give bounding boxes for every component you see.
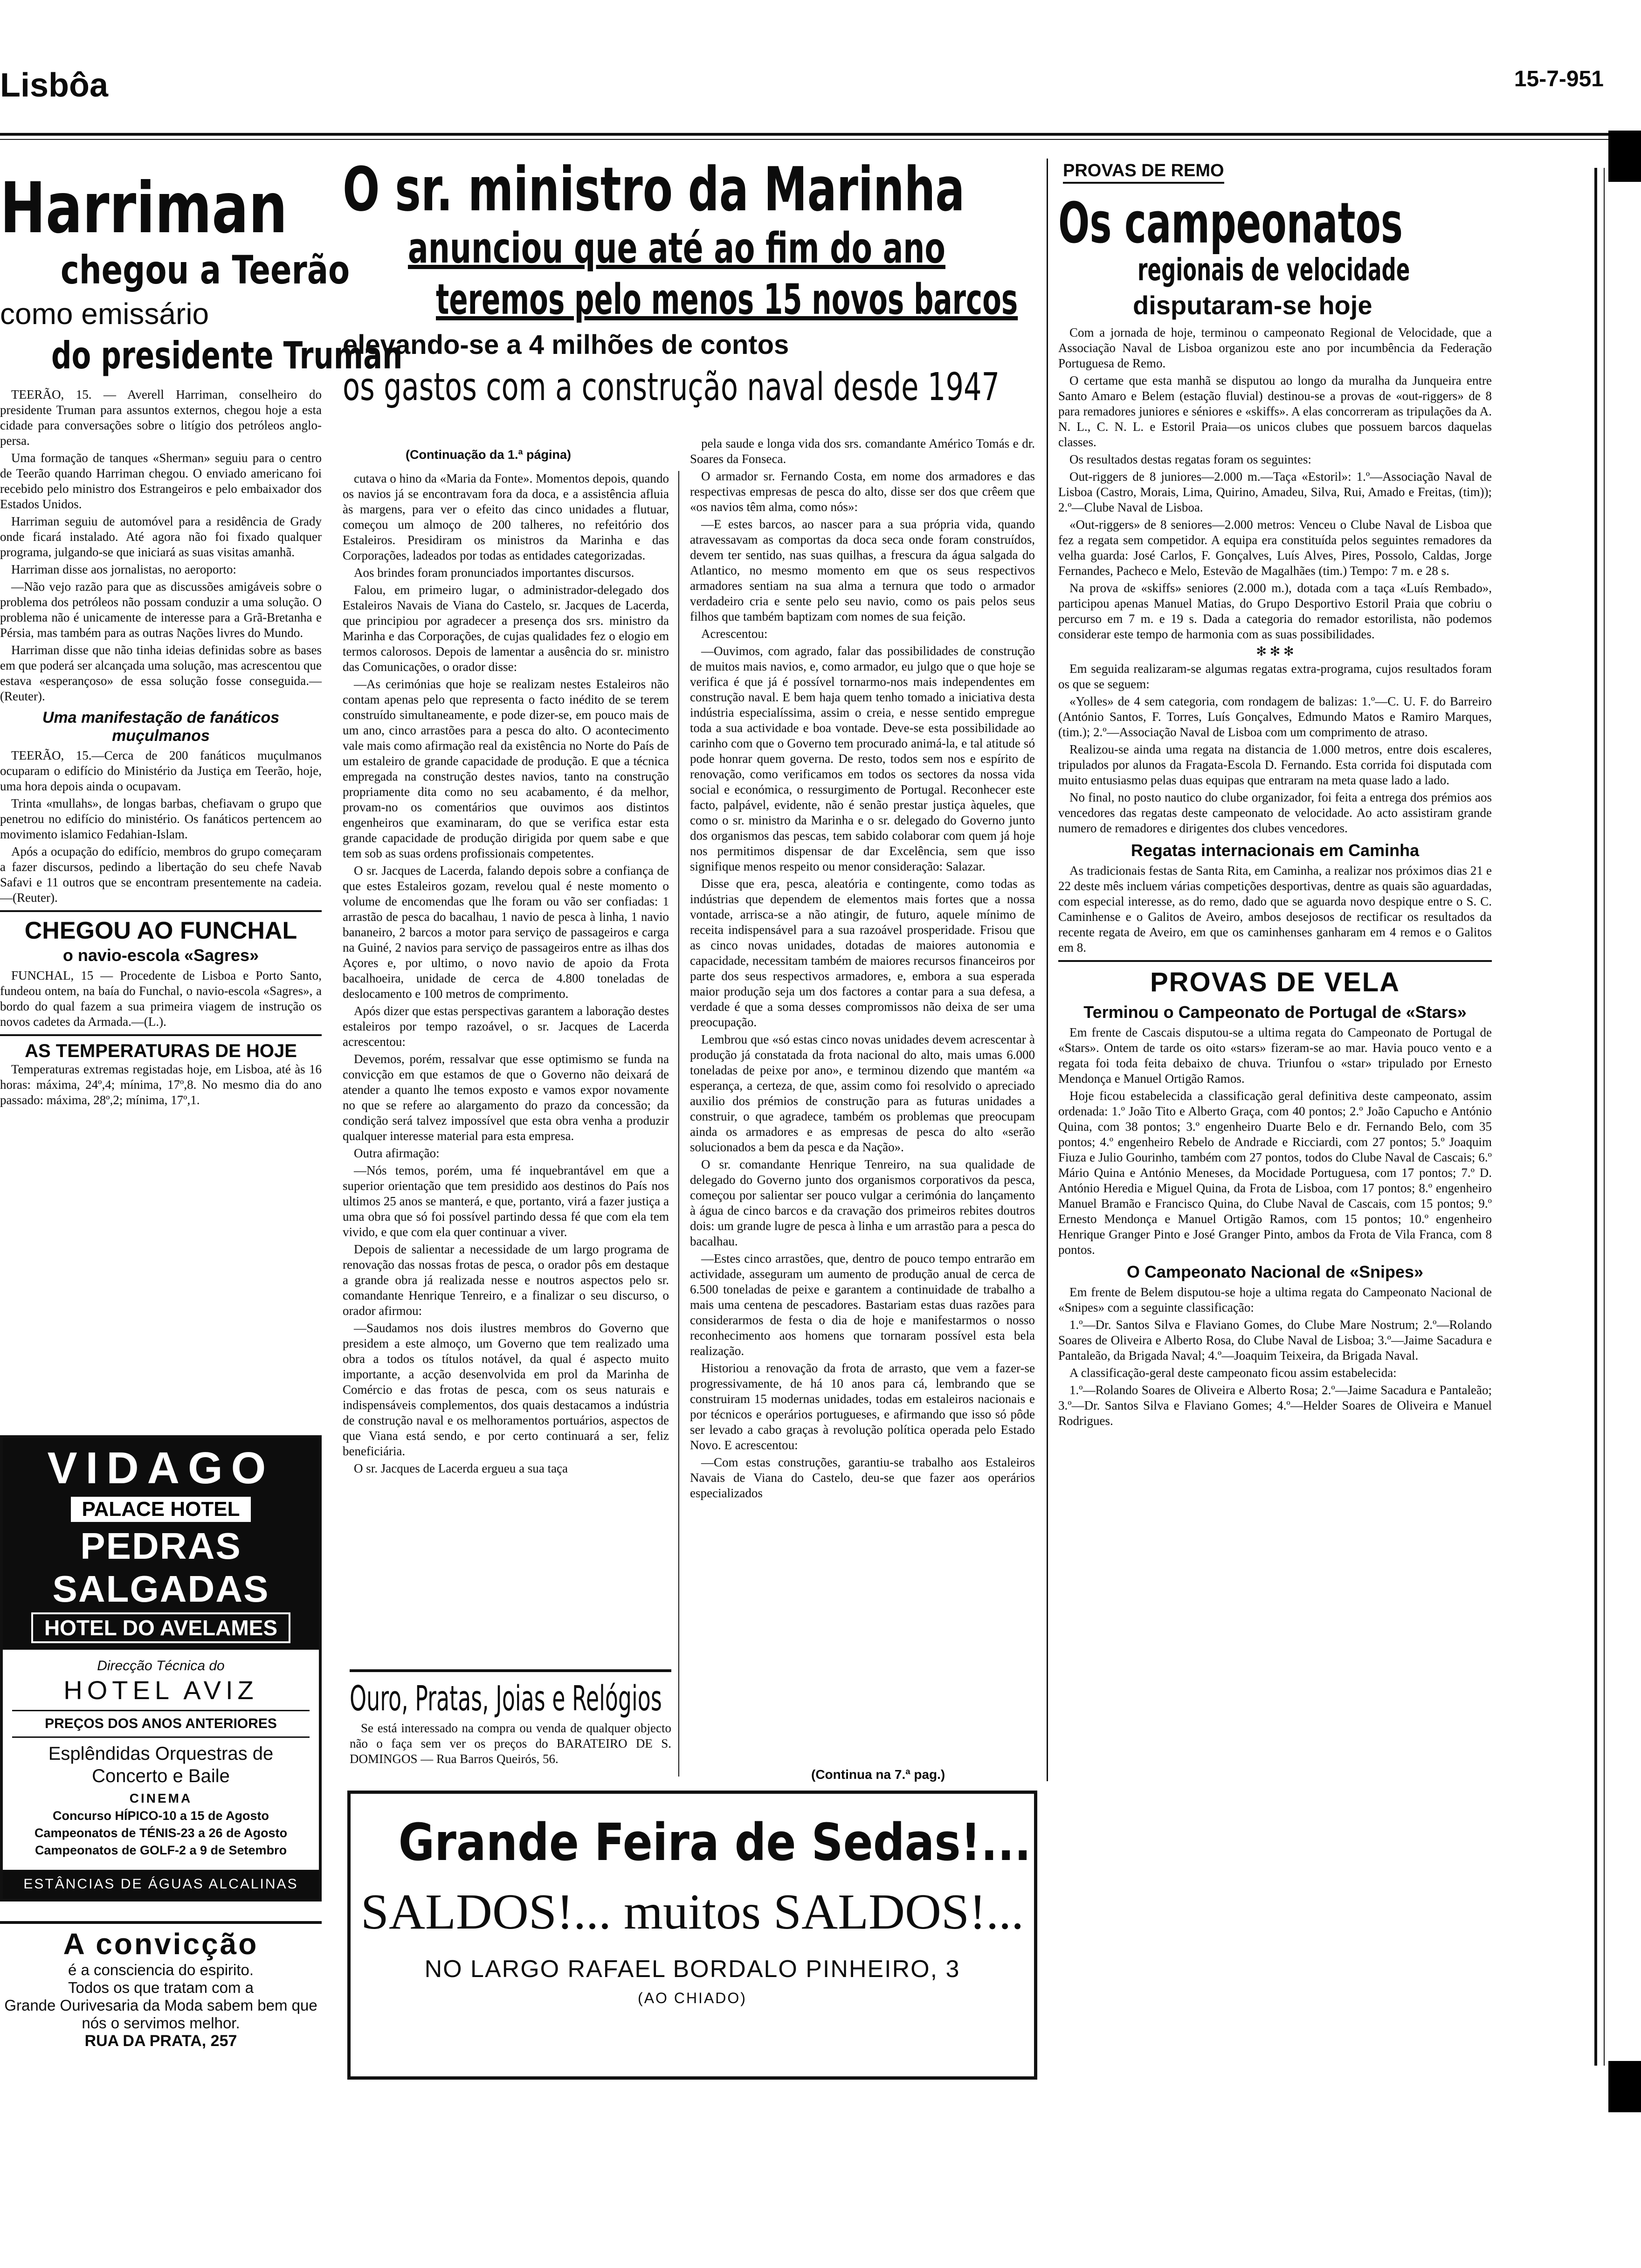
ad-conviccao-address: RUA DA PRATA, 257 bbox=[84, 2032, 237, 2050]
article-remo bbox=[1058, 325, 1492, 836]
subheading-fanaticos: Uma manifestação de fanáticos muçulmanos bbox=[42, 709, 280, 745]
paragraph: O certame que esta manhã se disputou ao longo da muralha da Junqueira entre Santo Amaro e Belem (estação fluvial) destinou-se a provas de «out-riggers» de 8 para remadores juniores e séniores e «skiffs». A elas concorreram as tripulações da A. N. L., C. N. L. e Estoril Praia—os unicos clubes que possuem barcos daquelas classes. bbox=[1058, 373, 1492, 449]
paragraph: pela saude e longa vida dos srs. comandante Américo Tomás e dr. Soares da Fonseca. bbox=[690, 436, 1035, 466]
paragraph: O sr. Jacques de Lacerda, falando depois sobre a confiança de que estes Estaleiros gozam, revelou qual é neste momento o volume de encomendas que lhe foram ou vão ser confiadas: 1 arrastão de pesca do bacalhau, 1 navio de pesca à linha, 1 navio bananeiro, 2 barcos a motor para serviço de passageiros e carga na Guiné, 2 navios para serviço de passageiros entre as ilhas dos Açores e, por ultimo, o novo navio de apoio da Frota bacalhoeira, unidade de cerca de 4.800 toneladas de deslocamento e 100 metros de comprimento. bbox=[343, 864, 669, 1001]
ad-vidago-cinema: CINEMA bbox=[129, 1791, 193, 1805]
ad-vidago-palace: PALACE HOTEL bbox=[71, 1497, 251, 1522]
paragraph: Em frente de Cascais disputou-se a ultima regata do Campeonato de Portugal de «Stars». Ontem de tarde os oito «stars» fizeram-se ao mar. Havia pouco vento e a regata foi toda feita debaixo de chuva. Triunfou o «star» tripulado por Ernesto Mendonça e Manuel Ortigão Ramos. bbox=[1058, 1025, 1492, 1086]
paragraph: Out-riggers de 8 juniores—2.000 m.—Taça «Estoril»: 1.º—Associação Naval de Lisboa (Castro, Morais, Lima, Quirino, Amadeu, Silva, Rui, Amado e Freitas, (tim)); 2.º—Clube Naval de Lisboa. bbox=[1058, 470, 1492, 514]
subheading-stars: Terminou o Campeonato de Portugal de «Stars» bbox=[1083, 1003, 1467, 1022]
headline-presidente: do presidente Truman bbox=[51, 334, 403, 377]
ad-vidago-footer: ESTÂNCIAS DE ÁGUAS ALCALINAS bbox=[3, 1870, 319, 1899]
headline-regionais: regionais de velocidade bbox=[1138, 252, 1410, 288]
headline-gastos: os gastos com a construção naval desde 1947 bbox=[343, 365, 1000, 409]
continuation-label: (Continuação da 1.ª página) bbox=[406, 448, 572, 462]
ad-ouro-text: Se está interessado na compra ou venda de qualquer objecto não o faça sem ver os preços do BARATEIRO DE S. DOMINGOS — Rua Barros Queirós, 56. bbox=[350, 1721, 671, 1766]
section-stars: ✻ ✻ ✻ bbox=[1256, 644, 1294, 658]
ad-vidago-header bbox=[3, 1438, 319, 1650]
paragraph: «Yolles» de 4 sem categoria, com rondagem de balizas: 1.º—C. U. F. do Barreiro (António Santos, F. Torres, Luís Gonçalves, Edmundo Matos e Ramiro Marques, (tim.); 2.º—Associação Naval de Lisboa com um comprimento de atraso. bbox=[1058, 694, 1492, 739]
ad-vidago-aviz: HOTEL AVIZ bbox=[63, 1675, 258, 1705]
paragraph: —Estes cinco arrastões, que, dentro de pouco tempo entrarão em actividade, asseguram um aumento de produção anual de cerca de 6.500 toneladas de peixe e garantem a continuidade de trabalho a mais uma centena de pescadores. Bastariam estas duas razões para considerarmos de festa o dia de hoje e manifestarmos o nosso reconhecimento aos homens que tornaram possível esta bela realização. bbox=[690, 1252, 1035, 1358]
ad-vidago-direccao: Direcção Técnica do bbox=[97, 1658, 225, 1673]
paragraph: Historiou a renovação da frota de arrasto, que vem a fazer-se progressivamente, de há 10 anos para cá, lembrando que se construiram 15 modernas unidades, todas em estaleiros nacionais e por técnicos e operários portugueses, e afirmando que isso só pôde ser levado a cabo graças à revolução política operada pelo Estado Novo. E acrescentou: bbox=[690, 1361, 1035, 1452]
subheading-snipes: O Campeonato Nacional de «Snipes» bbox=[1126, 1262, 1424, 1281]
paragraph: Devemos, porém, ressalvar que esse optimismo se funda na convicção em que estamos de que o Governo não deixará de atender a quanto lhe temos exposto e vamos expor novamente no que se refere ao alargamento do prazo da concessão; da condição será talvez impossível que esta obra venha a produzir qualquer interesse material para esta empresa. bbox=[343, 1052, 669, 1143]
subheading-sagres: o navio-escola «Sagres» bbox=[62, 946, 259, 965]
headline-temperaturas: AS TEMPERATURAS DE HOJE bbox=[25, 1041, 297, 1061]
headline-chegou: chegou a Teerão bbox=[61, 247, 350, 293]
top-rule-thin bbox=[0, 139, 1608, 140]
paragraph: Depois de salientar a necessidade de um largo programa de renovação das nossas frotas de pesca, o orador pôs em destaque a grande obra já realizada nesse e noutros aspectos pelo sr. comandante Henrique Tenreiro, e a finalizar o seu discurso, o orador afirmou: bbox=[343, 1242, 669, 1318]
corner-block bbox=[1608, 131, 1641, 182]
column-rule bbox=[1047, 159, 1048, 1781]
headline-funchal: CHEGOU AO FUNCHAL bbox=[24, 917, 297, 944]
column-rule bbox=[1604, 168, 1605, 2066]
paragraph: —Com estas construções, garantiu-se trabalho aos Estaleiros Navais de Viana do Castelo, deu-se que fazer aos operários especializados bbox=[690, 1455, 1035, 1500]
ad-conviccao-line: é a consciencia do espirito. bbox=[68, 1961, 254, 1978]
headline-vela: PROVAS DE VELA bbox=[1150, 967, 1400, 997]
headline-elevando: elevando-se a 4 milhões de contos bbox=[343, 330, 789, 360]
paragraph: O sr. Jacques de Lacerda ergueu a sua taça bbox=[354, 1461, 568, 1475]
paragraph: No final, no posto nautico do clube organizador, foi feita a entrega dos prémios aos vencedores das regatas deste campeonato de velocidade. Ao acto assistiram grande numero de remadores e dirigentes dos clubes vencedores. bbox=[1058, 790, 1492, 835]
headline-emissario: como emissário bbox=[0, 297, 209, 331]
ad-sedas-chiado: (AO CHIADO) bbox=[638, 1990, 747, 2006]
paragraph: Trinta «mullahs», de longas barbas, chefiavam o grupo que penetrou no edifício do ministério. Os fanáticos pertencem ao movimento islamico Fedahian-Islam. bbox=[0, 796, 322, 841]
headline-anunciou: anunciou que até ao fim do ano bbox=[408, 224, 945, 273]
ad-vidago-event: Campeonatos de TÉNIS-23 a 26 de Agosto bbox=[34, 1826, 288, 1840]
paragraph: —As cerimónias que hoje se realizam nestes Estaleiros não contam apenas pelo que representa o facto inédito de se terem construído simultaneamente, e pode dizer-se, em pouco mais de um ano, cinco arrastões para a pesca do alto. O acontecimento vale mais como afirmação real da existência no Norte do País de um estaleiro de grande capacidade de produção. E que a técnica empregada na construção destes navios, tanto na construção propriamente dita como no seu acabamento, é da melhor, provam-no os comentários que ouvimos aos distintos engenheiros que examinaram, do que se verifica estar esta grande capacidade de produção dirigida por quem sabe e que tem sob as suas ordens profissionais competentes. bbox=[343, 677, 669, 860]
paragraph: cutava o hino da «Maria da Fonte». Momentos depois, quando os navios já se encontravam fora da doca, e a assistência afluia às margens, para ver o efeito das cinco unidades a flutuar, começou um almoço de 200 talheres, no refeitório dos Estaleiros. Presidiram os ministros da Marinha e das Corporações, ladeados por todas as entidades categorizadas. bbox=[343, 471, 669, 562]
headline-disputaram: disputaram-se hoje bbox=[1133, 290, 1372, 320]
paragraph: Lembrou que «só estas cinco novas unidades devem acrescentar à produção já constatada da frota nacional do alto, mais umas 6.000 toneladas de peixe por ano», e terminou dizendo que mantém «a esperança, a certeza, de que, assim como foi resolvido o apreciado auxilio dos prémios de construção para as futuras unidades a construir, o que agradece, também os problemas que preocupam ainda os armadores e as empresas de pesca do alto «serão solucionados a bem da pesca e da Nação». bbox=[690, 1032, 1035, 1154]
headline-ministro: O sr. ministro da Marinha bbox=[343, 154, 965, 225]
article-ministro-right bbox=[690, 436, 1035, 1767]
column-rule bbox=[1594, 168, 1597, 2066]
column-ministro bbox=[343, 154, 1042, 412]
paragraph: —Ouvimos, com agrado, falar das possibilidades de construção de muitos mais navios, e, como armador, eu julgo que o que hoje se verifica é que já é possível tornarmo-nos mais independentes em construção naval. E bem haja quem tenho tomado a iniciativa desta indústria especialíssima, assim o creia, e nesse sentido empregue toda a sua actividade e boa vontade. Deve-se esta possibilidade ao carinho com que o Governo tem procurado animá-la, e tal atitude só pode honrar quem governa. De resto, todos sem nos e espírito de renovação, como verificamos em todos os sectores da nossa vida social e económica, o ressurgimento de Portugal. Reconhecer este facto, palpável, evidente, não é senão prestar justiça àqueles, que como o sr. ministro da Marinha e o sr. delegado do Governo junto dos organismos das pescas, tem sabido colaborar com quem já hoje nos permitimos dispensar de dar Excelência, sem que isso signifique menos respeito ou menor consideração: Salazar. bbox=[690, 644, 1035, 873]
ad-conviccao-title: A convicção bbox=[63, 1927, 259, 1961]
paragraph: A classificação-geral deste campeonato ficou assim estabelecida: bbox=[1069, 1366, 1397, 1380]
ad-vidago-pedras: PEDRAS SALGADAS bbox=[52, 1525, 269, 1610]
paragraph: O armador sr. Fernando Costa, em nome dos armadores e das respectivas empresas de pesca do alto, disse ser dos que crêem que «os navios têm alma, como nós»: bbox=[690, 469, 1035, 514]
paragraph: Aos brindes foram pronunciados importantes discursos. bbox=[354, 566, 634, 580]
paragraph: Em seguida realizaram-se algumas regatas extra-programa, cujos resultados foram os que se seguem: bbox=[1058, 662, 1492, 691]
paragraph: Disse que era, pesca, aleatória e contingente, como todas as indústrias que dependem de elementos mais fortes que a nossa vontade, arrisca-se a não atingir, de futuro, aquele mínimo de receita indispensável para a sua razoável prosperidade. Frisou que as cinco novas unidades, dotadas de maiores autonomia e capacidade, necessitam também de maiores recursos financeiros por parte dos seus respectivos armadores, e, embora a sua esperada maior produção seja um dos factores a contar para a sua defesa, a verdade é que a soma desses compromissos não deixa de ser uma preocupação. bbox=[690, 877, 1035, 1029]
divider bbox=[0, 910, 322, 912]
headline-teremos: teremos pelo menos 15 novos barcos bbox=[436, 275, 1018, 324]
article-harriman bbox=[0, 387, 322, 906]
paragraph: 1.º—Dr. Santos Silva e Flaviano Gomes, do Clube Mare Nostrum; 2.º—Rolando Soares de Oliveira e Alberto Rosa, do Clube Naval de Lisboa; 3.º—Jaime Sacadura e Pantaleão, da Brigada Naval; 4.º—Joaquim Teixeira, da Brigada Naval. bbox=[1058, 1318, 1492, 1362]
ad-sedas-saldos: SALDOS!... muitos SALDOS!... bbox=[360, 1884, 1024, 1940]
ad-vidago-title: VIDAGO bbox=[47, 1443, 275, 1493]
ad-sedas-title: Grande Feira de Sedas!... bbox=[398, 1812, 1031, 1872]
ad-vidago-body bbox=[3, 1650, 319, 1858]
paragraph: —Nós temos, porém, uma fé inquebrantável em que a superior orientação que tem presidido aos destinos do País nos ultimos 25 anos se manterá, e que, portanto, virá a fazer justiça a uma obra que só foi possível partindo dessa fé que com ela tem vivido, e que com ela quer continuar a viver. bbox=[343, 1163, 669, 1239]
ad-vidago-precos: PREÇOS DOS ANOS ANTERIORES bbox=[12, 1710, 310, 1738]
paragraph: Falou, em primeiro lugar, o administrador-delegado dos Estaleiros Navais de Viana do Castelo, sr. Jacques de Lacerda, que principiou por agradecer a presença dos srs. ministro da Marinha e das Corporações, de cujas qualidades fez o elogio em termos calorosos. Depois de lamentar a ausência do sr. ministro das Comunicações, o orador disse: bbox=[343, 583, 669, 674]
paragraph: Após dizer que estas perspectivas garantem a laboração destes estaleiros por tempo razoável, o sr. Jacques de Lacerda acrescentou: bbox=[343, 1004, 669, 1049]
paragraph: O sr. comandante Henrique Tenreiro, na sua qualidade de delegado do Governo junto dos organismos corporativos da pesca, começou por salientar ser pouco vulgar a cerimónia do lançamento à água de cinco barcos e da cravação dos primeiros rebites doutros dois: um grande lugre de pesca à linha e um arrastão para a pesca do bacalhau. bbox=[690, 1157, 1035, 1248]
ad-sedas bbox=[347, 1791, 1037, 2080]
paragraph: Outra afirmação: bbox=[354, 1146, 440, 1160]
paragraph: TEERÃO, 15. — Averell Harriman, conselheiro do presidente Truman para assuntos externos, chegou hoje a esta cidade para conversações sobre o litígio dos petróleos anglo-persa. bbox=[0, 387, 322, 448]
paragraph: As tradicionais festas de Santa Rita, em Caminha, a realizar nos próximos dias 21 e 22 deste mês incluem várias competições desportivas, dentre as quais são aguardadas, com especial interesse, as do remo, dado que se aguarda novo despique entre o S. C. Caminhense e o Galitos de Aveiro, ambos desejosos de rectificar os resultados da recente regata de Aveiro, em que os caminhenses ganharam em 4 remos e o Galitos em 8. bbox=[1058, 864, 1492, 954]
ad-conviccao-line: Todos os que tratam com a bbox=[68, 1979, 254, 1996]
headline-caminha: Regatas internacionais em Caminha bbox=[1131, 841, 1420, 860]
paragraph: FUNCHAL, 15 — Procedente de Lisboa e Porto Santo, fundeou ontem, na baía do Funchal, o navio-escola «Sagres», a bordo do qual fazem a sua primeira viagem de instrução os novos cadetes da Armada.—(L.). bbox=[0, 968, 322, 1029]
ad-vidago-event: Concurso HÍPICO-10 a 15 de Agosto bbox=[52, 1809, 269, 1823]
paragraph: Realizou-se ainda uma regata na distancia de 1.000 metros, entre dois escaleres, tripulados por alunos da Fragata-Escola D. Fernando. Esta corrida foi disputada com muito entusiasmo pelas duas equipas que entraram na meta quase lado a lado. bbox=[1058, 742, 1492, 787]
paragraph: Os resultados destas regatas foram os seguintes: bbox=[1069, 452, 1311, 466]
paragraph: TEERÃO, 15.—Cerca de 200 fanáticos muçulmanos ocuparam o edifício do Ministério da Justiça em Teerão, hoje, uma hora depois ainda o ocupavam. bbox=[0, 748, 322, 793]
paragraph: Uma formação de tanques «Sherman» seguiu para o centro de Teerão quando Harriman chegou. O enviado americano foi recebido pelo ministro dos Estrangeiros e pelo embaixador dos Estados Unidos. bbox=[0, 451, 322, 511]
column-rule bbox=[678, 471, 679, 1777]
paragraph: Acrescentou: bbox=[701, 627, 768, 641]
paragraph: Temperaturas extremas registadas hoje, em Lisboa, até às 16 horas: máxima, 24º,4; mínima, 17º,8. No mesmo dia do ano passado: máxima, 28º,2; mínima, 17º,1. bbox=[0, 1062, 322, 1107]
paragraph: Harriman disse que não tinha ideias definidas sobre as bases em que poderá ser alcançada uma solução, mas acrescentou que estava «esperançoso» de essa solução fosse conseguida.—(Reuter). bbox=[0, 643, 322, 703]
divider bbox=[1058, 960, 1492, 962]
paragraph: Harriman disse aos jornalistas, no aeroporto: bbox=[11, 562, 236, 576]
page-section-label: Lisbôa bbox=[0, 67, 109, 104]
paragraph: Após a ocupação do edifício, membros do grupo começaram a fazer discursos, pedindo a libertação do seu chefe Navab Safavi e 11 outros que se encontram presentemente na cadeia.—(Reuter). bbox=[0, 844, 322, 905]
headline-campeonatos: Os campeonatos bbox=[1058, 191, 1403, 256]
paragraph: —Saudamos nos dois ilustres membros do Governo que presidem a este almoço, um Governo que tem realizado uma obra a todos os títulos notável, da qual é aspecto muito importante, a acção desenvolvida em prol da Marinha de Comércio e das frotas de pesca, com os seus naturais e indispensáveis complementos, dos quais destacamos a indústria de construção naval e os melhoramentos portuários, aspectos de que Viana está sendo, e por certo continuará a ser, feliz beneficiária. bbox=[343, 1321, 669, 1458]
top-rule bbox=[0, 133, 1608, 136]
headline-harriman: Harriman bbox=[0, 168, 288, 249]
ad-conviccao bbox=[0, 1921, 322, 2068]
column-desporto bbox=[1058, 161, 1492, 2166]
ad-vidago-event: Campeonatos de GOLF-2 a 9 de Setembro bbox=[34, 1843, 287, 1857]
ad-vidago-orquestras: Esplêndidas Orquestras de Concerto e Baile bbox=[48, 1743, 274, 1786]
paragraph: Harriman seguiu de automóvel para a residência de Grady onde ficará instalado. Até agora não foi fixado qualquer programa, julgando-se que iniciará as suas visitas amanhã. bbox=[0, 514, 322, 559]
article-ministro-left bbox=[343, 471, 669, 1655]
ad-ouro-title: Ouro, Pratas, Joias e Relógios bbox=[350, 1679, 662, 1719]
paragraph: «Out-riggers» de 8 seniores—2.000 metros: Venceu o Clube Naval de Lisboa que fez a regata sem competidor. A equipa era constituída pelos seguintes remadores da velha guarda: José Carlos, F. Gonçalves, Luís Alves, Pires, Possolo, Caldas, Jorge Fernandes, Pacheco e Melo, Estevão de Magalhães (tim.) Tempo: 7 m. e 28 s. bbox=[1058, 518, 1492, 578]
ad-sedas-address: NO LARGO RAFAEL BORDALO PINHEIRO, 3 bbox=[424, 1956, 960, 1983]
paragraph: 1.º—Rolando Soares de Oliveira e Alberto Rosa; 2.º—Jaime Sacadura e Pantaleão; 3.º—Dr. Santos Silva e Flaviano Gomes; 4.º—Helder Soares de Oliveira e Manuel Rodrigues. bbox=[1058, 1383, 1492, 1428]
ad-vidago-avelames: HOTEL DO AVELAMES bbox=[31, 1612, 290, 1643]
paragraph: —Não vejo razão para que as discussões amigáveis sobre o problema dos petróleos não possam conduzir a uma solução. O problema não é unicamente de interesse para a Grã-Bretanha e Pérsia, mas também para as outras Nações livres do Mundo. bbox=[0, 580, 322, 640]
paragraph: Com a jornada de hoje, terminou o campeonato Regional de Velocidade, que a Associação Naval de Lisboa organizou este ano por incumbência da Federação Portuguesa de Remo. bbox=[1058, 325, 1492, 370]
paragraph: Hoje ficou estabelecida a classificação geral definitiva deste campeonato, assim ordenada: 1.º João Tito e Alberto Graça, com 40 pontos; 2.º João Capucho e António Quina, com 38 pontos; 3.º engenheiro Duarte Belo e dr. Fernando Belo, com 35 pontos; 4.º engenheiro Rebelo de Andrade e Ricciardi, com 27 pontos; 5.º Joaquim Fiuza e Julio Gourinho, também com 27 pontos, todos do Clube Naval de Cascais; 6.º Mário Quina e António Meneses, da Mocidade Portuguesa, com 17 pontos; 7.º D. António Heredia e Miguel Quina, da Frota de Lisboa, com 17 pontos; 8.º engenheiro Manuel Bramão e Francisco Quina, do Clube Naval de Cascais, com 15 pontos; 9.º Ernesto Mendonça e Manuel Ortigão Ramos, com 15 pontos; 10.º engenheiro Henrique Granger Pinto e José Granger Pinto, ambos da Frota de Vila Franca, com 8 pontos. bbox=[1058, 1089, 1492, 1257]
page-date: 15-7-951 bbox=[1514, 67, 1604, 91]
paragraph: —E estes barcos, ao nascer para a sua própria vida, quando atravessavam as comportas da doca seca onde foram construídos, devem ter sentido, nas suas quilhas, a frescura da água salgada do Atlantico, no mesmo momento em que os seus respectivos armadores sentiam na sua alma a ternura que todo o armador verdadeiro cria e sente pelo seu navio, como os pais pelos seus filhos que também baptizam com nomes de sua feição. bbox=[690, 517, 1035, 623]
section-label-remo: PROVAS DE REMO bbox=[1063, 161, 1224, 184]
paragraph: Em frente de Belem disputou-se hoje a ultima regata do Campeonato Nacional de «Snipes» com a seguinte classificação: bbox=[1058, 1285, 1492, 1314]
ad-vidago bbox=[0, 1435, 322, 1902]
ad-conviccao-line: Grande Ourivesaria da Moda sabem bem que nós o servimos melhor. bbox=[4, 1997, 317, 2032]
paragraph: Na prova de «skiffs» seniores (2.000 m.), dotada com a taça «Luís Rembado», participou apenas Manuel Matias, do Grupo Desportivo Estoril Praia que cobriu o percurso em 7 m. e 19 s. Dada a categoria do remador estorilista, não podemos considerar este tempo de harmonia com as suas possibilidades. bbox=[1058, 581, 1492, 641]
continua-label: (Continua na 7.ª pag.) bbox=[811, 1767, 945, 1782]
corner-block-bottom bbox=[1608, 2061, 1641, 2112]
divider bbox=[0, 1034, 322, 1036]
ad-ouro bbox=[350, 1669, 671, 1775]
